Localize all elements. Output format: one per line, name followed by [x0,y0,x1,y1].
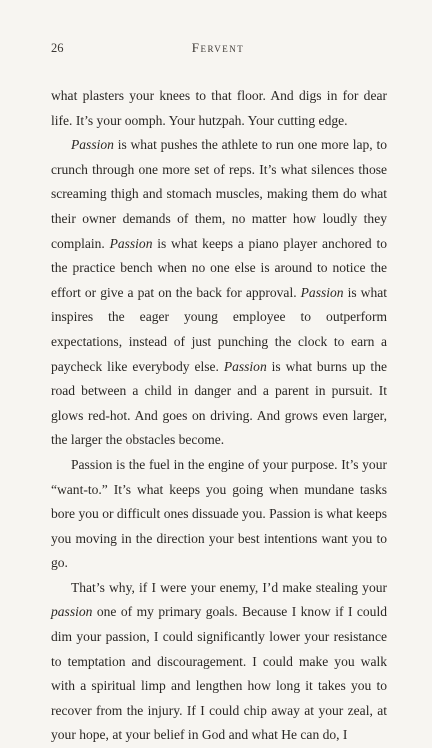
text-segment: Passion is the fuel in the engine of your purpose. It’s your “want-to.” It’s what keeps you going when mundane tasks bore you or difficult ones dissuade you. Passion is what keeps you moving in the direction your best intentions want you to go. [51,456,387,571]
italic-text-segment: Passion [223,358,267,374]
text-segment: is what inspires the eager young employee to outperform expectations, instead of just punching the clock to earn a paycheck like everybody else. [51,284,387,374]
italic-text-segment: passion [51,604,93,620]
text-segment: That’s why, if I were your enemy, I’d make stealing your [71,579,387,595]
paragraph [51,84,387,133]
text-segment: is what keeps a piano player anchored to the practice bench when no one else is around to notice the effort or give a pat on the back for approval. [51,235,387,300]
running-title: Fervent [191,40,245,55]
running-head [51,40,385,56]
text-segment: is what burns up the road between a child in danger and a parent in pursuit. It glows red-hot. And goes on driving. And grows even larger, the larger the obstacles become. [51,358,387,448]
text-segment: what plasters your knees to that floor. And digs in for dear life. It’s your oomph. Your hutzpah. Your cutting edge. [51,88,387,128]
italic-text-segment: Passion [300,284,344,300]
paragraph [51,576,387,748]
italic-text-segment: Passion [71,137,114,153]
text-segment: one of my primary goals. Because I know if I could dim your passion, I could significantly lower your resistance to temptation and discouragement. I could make you walk with a spiritual limp and lengthen how long it takes you to recover from the injury. If I could chip away at your zeal, at your hope, at your belief in God and what He can do, I [51,604,387,743]
paragraph [51,133,387,453]
italic-text-segment: Passion [109,235,153,251]
body-text [51,84,387,748]
page-number: 26 [51,41,64,55]
text-segment: is what pushes the athlete to run one more lap, to crunch through one more set of reps. It’s what silences those screaming thigh and stomach muscles, making them do what their owner demands of them, no matter how loudly they complain. [51,137,387,251]
paragraph [51,453,387,576]
